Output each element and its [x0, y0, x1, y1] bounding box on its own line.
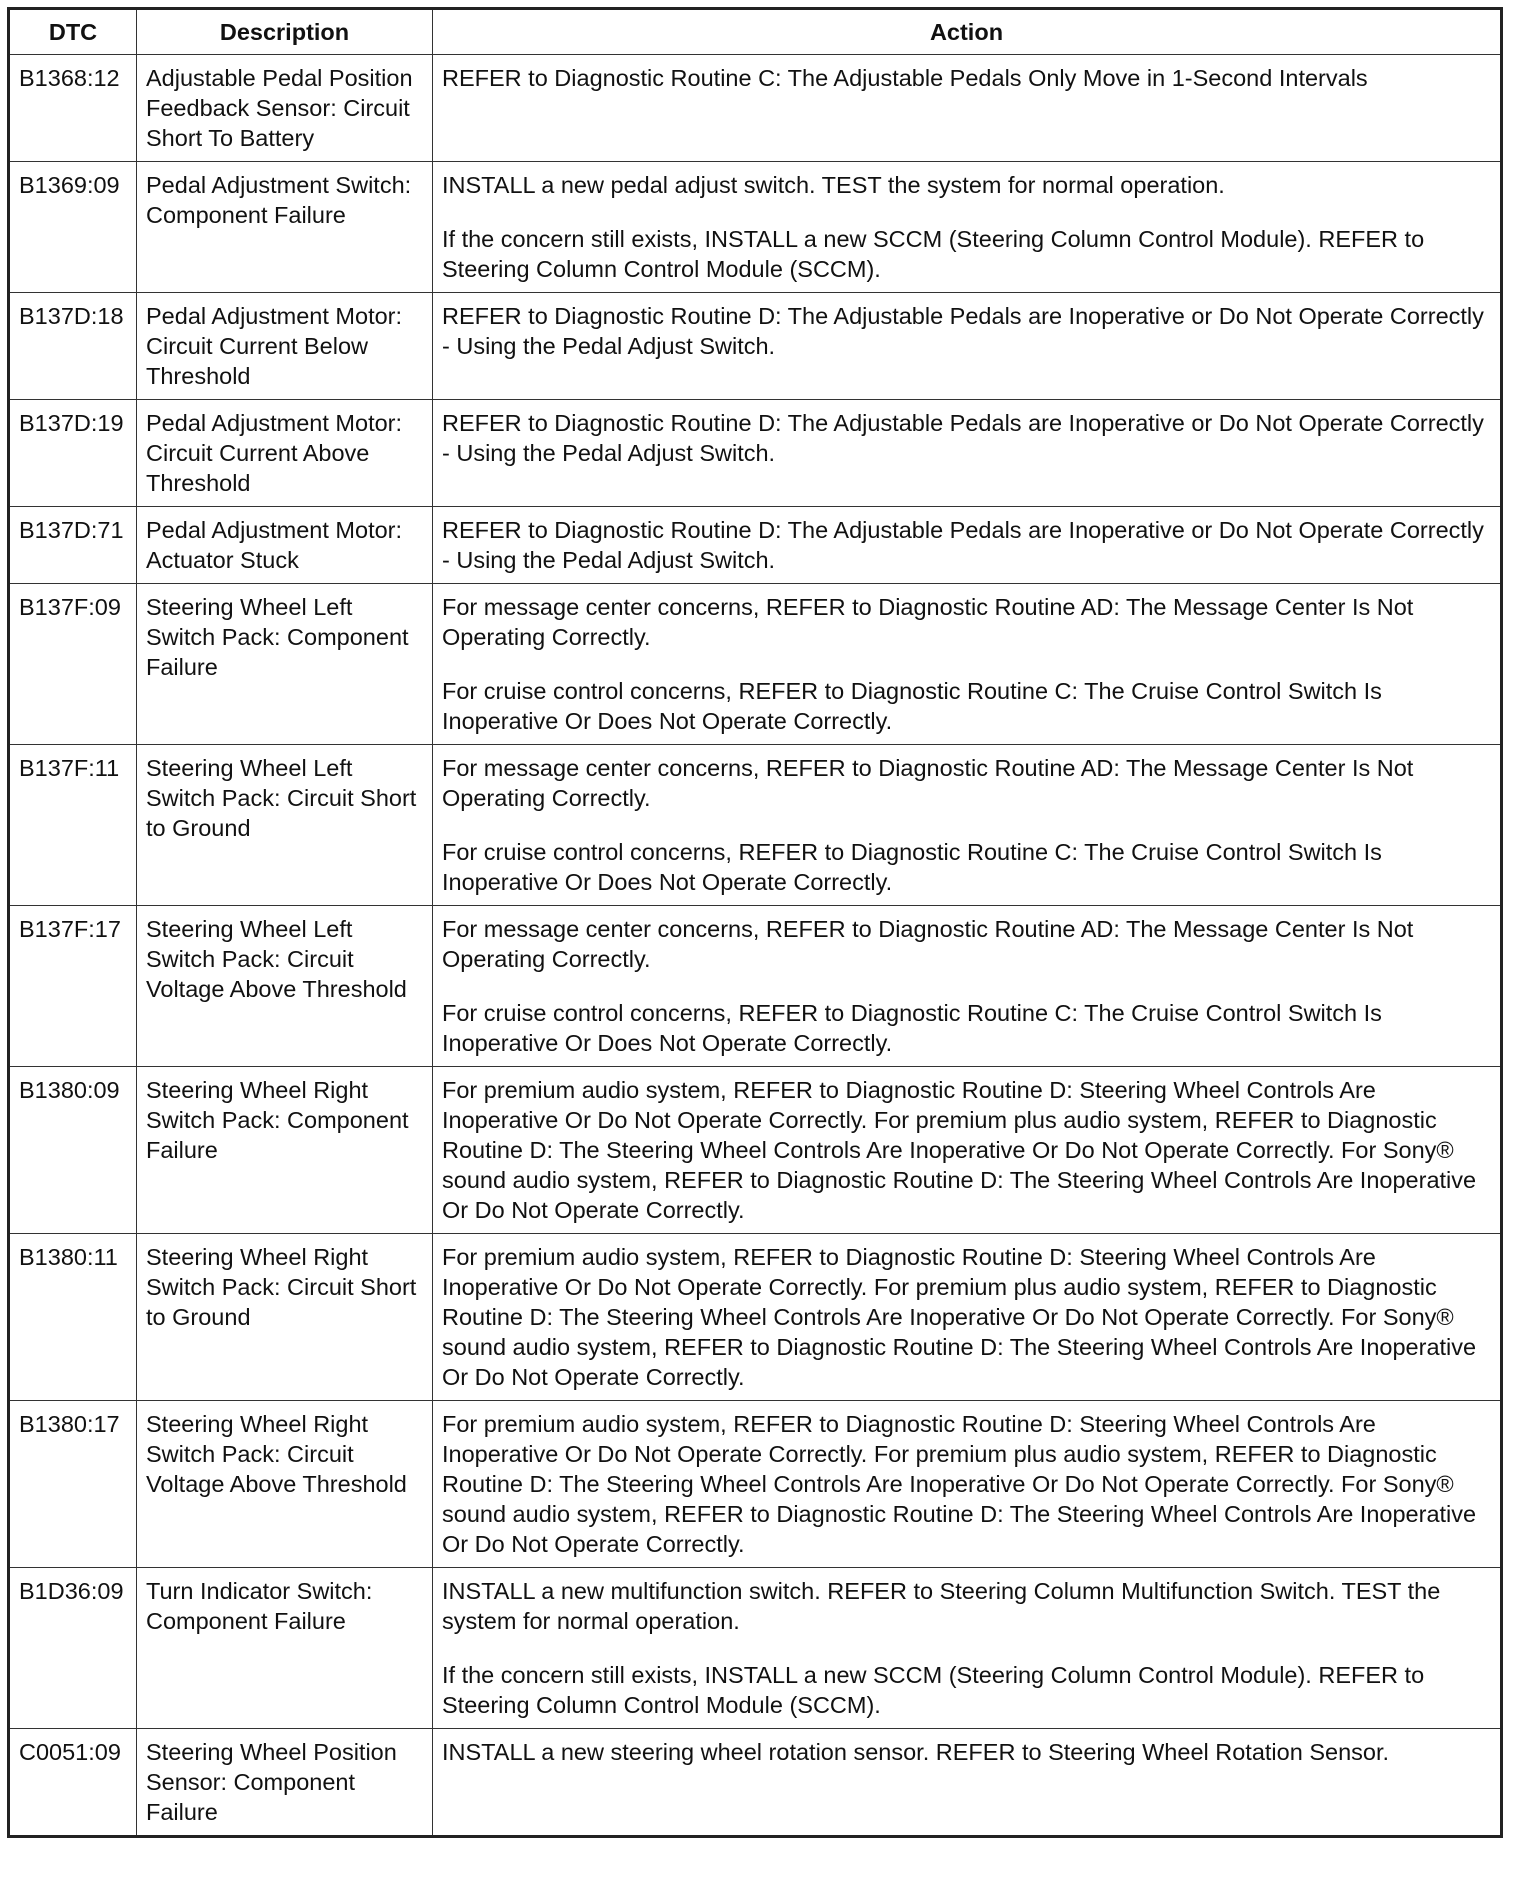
dtc-action	[433, 745, 1502, 906]
action-paragraph: For cruise control concerns, REFER to Diagnostic Routine C: The Cruise Control Switch Is Inoperative Or Does Not Operate Correctly.	[442, 1000, 1382, 1056]
table-row	[9, 400, 1502, 507]
dtc-code: B1369:09	[9, 162, 137, 293]
action-paragraph: For message center concerns, REFER to Diagnostic Routine AD: The Message Center Is Not Operating Correctly.	[442, 594, 1414, 650]
dtc-code: C0051:09	[9, 1729, 137, 1837]
action-paragraph: For premium audio system, REFER to Diagnostic Routine D: Steering Wheel Controls Are Inoperative Or Do Not Operate Correctly. For premium plus audio system, REFER to Diagnostic Routine D: The Steering Wheel Controls Are Inoperative Or Do Not Operate Correctly. For Sony® sound audio system, REFER to Diagnostic Routine D: The Steering Wheel Controls Are Inoperative Or Do Not Operate Correctly.	[442, 1244, 1477, 1390]
dtc-description: Steering Wheel Left Switch Pack: Circuit Voltage Above Threshold	[137, 906, 433, 1067]
table-row	[9, 293, 1502, 400]
column-header-description: Description	[137, 9, 433, 55]
table-row	[9, 906, 1502, 1067]
action-paragraph: REFER to Diagnostic Routine C: The Adjustable Pedals Only Move in 1-Second Intervals	[442, 65, 1368, 91]
dtc-description: Steering Wheel Left Switch Pack: Circuit Short to Ground	[137, 745, 433, 906]
dtc-action	[433, 1729, 1502, 1837]
dtc-code: B1368:12	[9, 55, 137, 162]
dtc-description: Steering Wheel Right Switch Pack: Component Failure	[137, 1067, 433, 1234]
dtc-code: B137F:09	[9, 584, 137, 745]
table-row	[9, 55, 1502, 162]
dtc-code: B137D:71	[9, 507, 137, 584]
action-paragraph: For cruise control concerns, REFER to Diagnostic Routine C: The Cruise Control Switch Is Inoperative Or Does Not Operate Correctly.	[442, 678, 1382, 734]
table-body	[9, 55, 1502, 1837]
dtc-action	[433, 162, 1502, 293]
dtc-description: Pedal Adjustment Motor: Circuit Current Below Threshold	[137, 293, 433, 400]
table-row	[9, 1401, 1502, 1568]
action-paragraph: INSTALL a new steering wheel rotation sensor. REFER to Steering Wheel Rotation Sensor.	[442, 1739, 1390, 1765]
action-paragraph: For message center concerns, REFER to Diagnostic Routine AD: The Message Center Is Not Operating Correctly.	[442, 755, 1414, 811]
dtc-description: Pedal Adjustment Motor: Circuit Current Above Threshold	[137, 400, 433, 507]
dtc-code: B137F:17	[9, 906, 137, 1067]
table-header	[9, 9, 1502, 55]
dtc-code: B1380:11	[9, 1234, 137, 1401]
dtc-code: B1D36:09	[9, 1568, 137, 1729]
dtc-description: Steering Wheel Position Sensor: Component Failure	[137, 1729, 433, 1837]
table-row	[9, 1729, 1502, 1837]
dtc-action	[433, 1401, 1502, 1568]
table-row	[9, 162, 1502, 293]
table-row	[9, 745, 1502, 906]
action-paragraph: INSTALL a new multifunction switch. REFER to Steering Column Multifunction Switch. TEST the system for normal operation.	[442, 1578, 1441, 1634]
dtc-action	[433, 584, 1502, 745]
action-paragraph: REFER to Diagnostic Routine D: The Adjustable Pedals are Inoperative or Do Not Operate Correctly - Using the Pedal Adjust Switch.	[442, 410, 1484, 466]
table-row	[9, 1067, 1502, 1234]
table-row	[9, 1568, 1502, 1729]
action-paragraph: For premium audio system, REFER to Diagnostic Routine D: Steering Wheel Controls Are Inoperative Or Do Not Operate Correctly. For premium plus audio system, REFER to Diagnostic Routine D: The Steering Wheel Controls Are Inoperative Or Do Not Operate Correctly. For Sony® sound audio system, REFER to Diagnostic Routine D: The Steering Wheel Controls Are Inoperative Or Do Not Operate Correctly.	[442, 1077, 1477, 1223]
table-row	[9, 1234, 1502, 1401]
column-header-action: Action	[433, 9, 1502, 55]
column-header-dtc: DTC	[9, 9, 137, 55]
dtc-description: Adjustable Pedal Position Feedback Sensor: Circuit Short To Battery	[137, 55, 433, 162]
dtc-code: B137D:19	[9, 400, 137, 507]
dtc-description: Steering Wheel Right Switch Pack: Circuit Voltage Above Threshold	[137, 1401, 433, 1568]
dtc-action	[433, 1568, 1502, 1729]
dtc-description: Pedal Adjustment Motor: Actuator Stuck	[137, 507, 433, 584]
dtc-action	[433, 293, 1502, 400]
dtc-action	[433, 55, 1502, 162]
dtc-code: B137D:18	[9, 293, 137, 400]
dtc-description: Pedal Adjustment Switch: Component Failure	[137, 162, 433, 293]
table-row	[9, 584, 1502, 745]
action-paragraph: INSTALL a new pedal adjust switch. TEST the system for normal operation.	[442, 172, 1225, 198]
dtc-code: B1380:17	[9, 1401, 137, 1568]
action-paragraph: REFER to Diagnostic Routine D: The Adjustable Pedals are Inoperative or Do Not Operate Correctly - Using the Pedal Adjust Switch.	[442, 303, 1484, 359]
dtc-description: Steering Wheel Left Switch Pack: Component Failure	[137, 584, 433, 745]
action-paragraph: If the concern still exists, INSTALL a new SCCM (Steering Column Control Module). REFER to Steering Column Control Module (SCCM).	[442, 1662, 1425, 1718]
dtc-action	[433, 1067, 1502, 1234]
dtc-description: Steering Wheel Right Switch Pack: Circuit Short to Ground	[137, 1234, 433, 1401]
header-row	[9, 9, 1502, 55]
dtc-table	[7, 7, 1503, 1838]
dtc-code: B137F:11	[9, 745, 137, 906]
action-paragraph: For message center concerns, REFER to Diagnostic Routine AD: The Message Center Is Not Operating Correctly.	[442, 916, 1414, 972]
action-paragraph: REFER to Diagnostic Routine D: The Adjustable Pedals are Inoperative or Do Not Operate Correctly - Using the Pedal Adjust Switch.	[442, 517, 1484, 573]
dtc-code: B1380:09	[9, 1067, 137, 1234]
action-paragraph: For cruise control concerns, REFER to Diagnostic Routine C: The Cruise Control Switch Is Inoperative Or Does Not Operate Correctly.	[442, 839, 1382, 895]
action-paragraph: For premium audio system, REFER to Diagnostic Routine D: Steering Wheel Controls Are Inoperative Or Do Not Operate Correctly. For premium plus audio system, REFER to Diagnostic Routine D: The Steering Wheel Controls Are Inoperative Or Do Not Operate Correctly. For Sony® sound audio system, REFER to Diagnostic Routine D: The Steering Wheel Controls Are Inoperative Or Do Not Operate Correctly.	[442, 1411, 1477, 1557]
dtc-action	[433, 1234, 1502, 1401]
table-row	[9, 507, 1502, 584]
dtc-description: Turn Indicator Switch: Component Failure	[137, 1568, 433, 1729]
dtc-action	[433, 507, 1502, 584]
action-paragraph: If the concern still exists, INSTALL a new SCCM (Steering Column Control Module). REFER to Steering Column Control Module (SCCM).	[442, 226, 1425, 282]
dtc-action	[433, 906, 1502, 1067]
dtc-action	[433, 400, 1502, 507]
